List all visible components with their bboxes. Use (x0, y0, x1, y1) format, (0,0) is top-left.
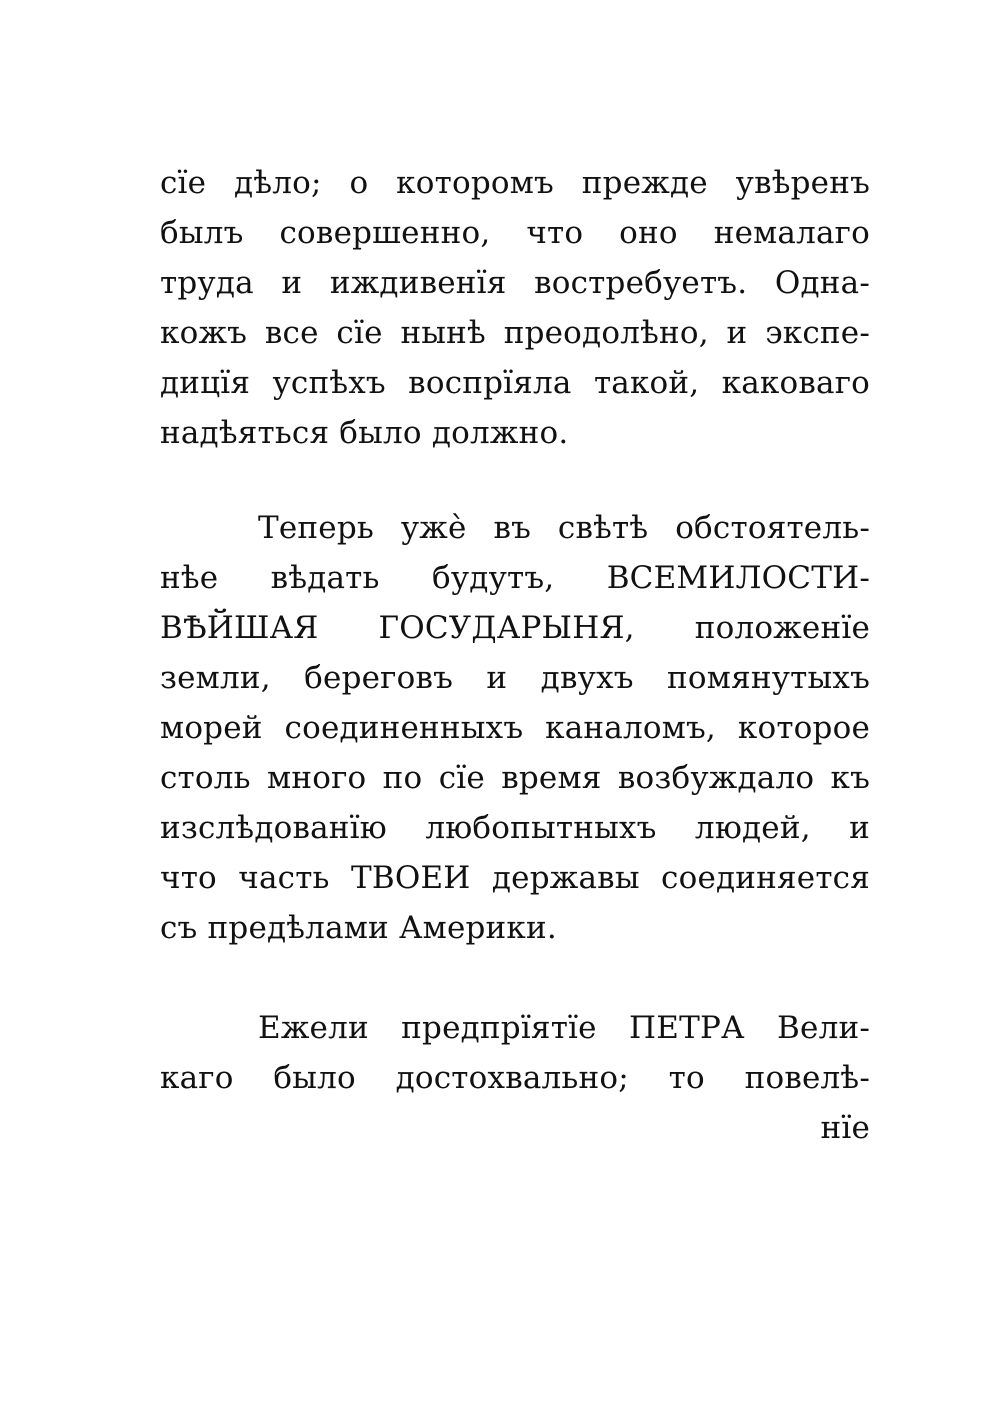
text-line: нѣе вѣдать будутъ, ВСЕМИЛОСТИ- (160, 560, 870, 596)
text-line: столь много по сїе время возбуждало къ (160, 760, 870, 796)
text-line: надѣяться было должно. (160, 415, 569, 451)
text-line: сїе дѣло; о которомъ прежде увѣренъ (160, 165, 870, 201)
text-line: каго было достохвально; то повелѣ- (160, 1060, 870, 1096)
text-line: изслѣдованїю любопытныхъ людей, и (160, 810, 870, 846)
text-line: Теперь ужѐ въ свѣтѣ обстоятель- (258, 510, 870, 546)
text-line: труда и иждивенїя востребуетъ. Одна- (160, 265, 870, 301)
text-line: кожъ все сїе нынѣ преодолѣно, и экспе- (160, 315, 870, 351)
catchword: нїе (820, 1110, 870, 1146)
text-line: былъ совершенно, что оно немалаго (160, 215, 870, 251)
text-line: земли, береговъ и двухъ помянутыхъ (160, 660, 870, 696)
paragraph-3 (160, 1003, 870, 1153)
text-line: что часть ТВОЕИ державы соединяется (160, 860, 870, 896)
text-line: Ежели предпрїятїе ПЕТРА Вели- (258, 1010, 870, 1046)
paragraph-2 (160, 503, 870, 953)
text-line: ВѢЙШАЯ ГОСУДАРЫНЯ, положенїе (160, 610, 870, 646)
paragraph-1 (160, 158, 870, 458)
text-line: морей соединенныхъ каналомъ, которое (160, 710, 870, 746)
text-line: съ предѣлами Америки. (160, 910, 557, 946)
text-line: дицїя успѣхъ воспрїяла такой, каковаго (160, 365, 870, 401)
